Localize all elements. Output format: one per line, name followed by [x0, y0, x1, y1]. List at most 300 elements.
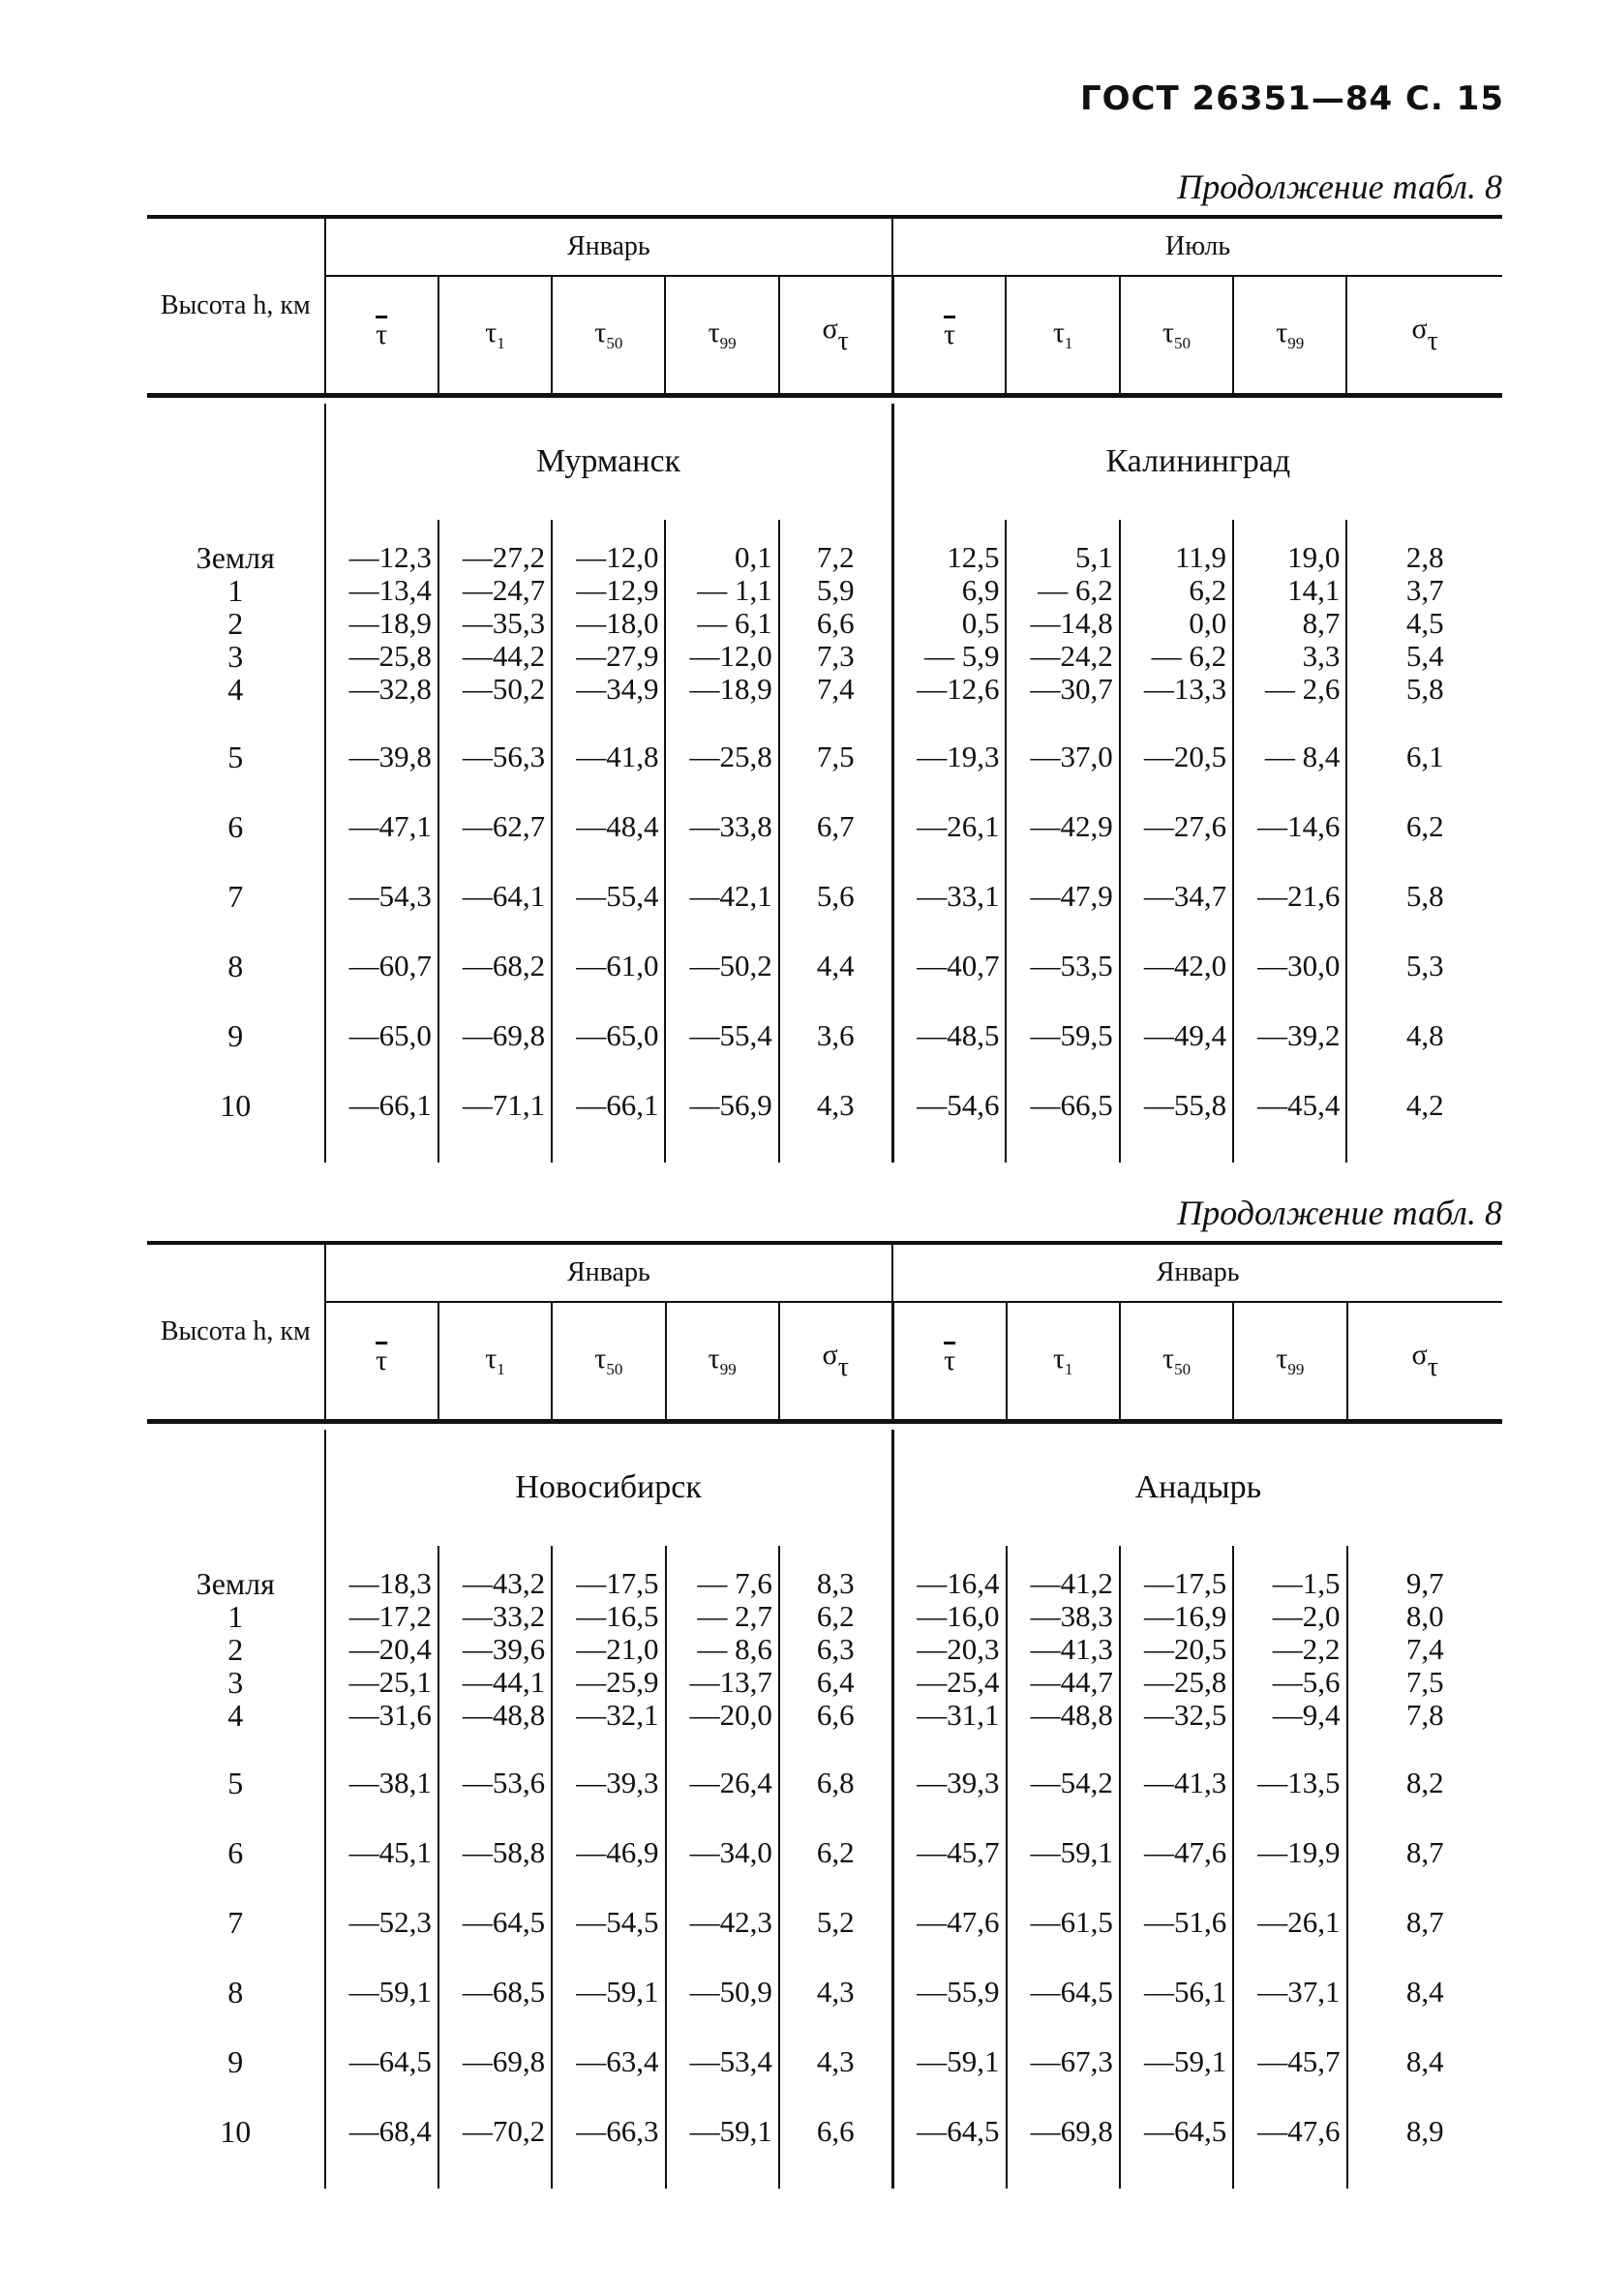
cell-right-2: —59,1	[1120, 2010, 1233, 2080]
cell-left-0: —39,8	[325, 706, 438, 775]
cell-right-2: —17,5	[1120, 1546, 1233, 1600]
height-label: 1	[227, 573, 244, 608]
cell-right-0: 0,5	[892, 607, 1006, 640]
cell-left-4: 5,2	[779, 1871, 892, 1941]
cell-right-0: —40,7	[892, 915, 1006, 984]
cell-right-2: —16,9	[1120, 1600, 1233, 1633]
cell-left-4: 3,6	[779, 984, 892, 1054]
cell-right-1: —59,5	[1006, 984, 1119, 1054]
cell-left-2: —65,0	[552, 984, 665, 1054]
cell-right-3: —2,2	[1233, 1633, 1346, 1666]
tau-99-header: τ	[708, 1343, 720, 1375]
cell-left-2: —54,5	[552, 1871, 665, 1941]
cell-right-3: — 8,4	[1233, 706, 1346, 775]
cell-left-1: —43,2	[438, 1546, 552, 1600]
cell-left-4: 4,3	[779, 2010, 892, 2080]
cell-right-4: 5,8	[1346, 845, 1502, 915]
cell-left-3: —26,4	[666, 1732, 779, 1801]
data-table	[147, 215, 1502, 1163]
cell-left-0: —31,6	[325, 1699, 438, 1732]
cell-left-2: —18,0	[552, 607, 665, 640]
height-label: 3	[227, 639, 244, 674]
cell-left-3: —13,7	[666, 1666, 779, 1699]
table-row	[147, 1666, 1502, 1699]
cell-right-2: —64,5	[1120, 2080, 1233, 2150]
cell-left-2: —32,1	[552, 1699, 665, 1732]
cell-left-4: 4,4	[779, 915, 892, 984]
month-right-header: Июль	[892, 217, 1502, 276]
cell-left-3: — 6,1	[665, 607, 778, 640]
cell-right-1: —66,5	[1006, 1054, 1119, 1124]
cell-left-3: —53,4	[666, 2010, 779, 2080]
cell-left-2: —66,1	[552, 1054, 665, 1124]
cell-right-4: 6,2	[1346, 775, 1502, 845]
sigma-header: σ	[1411, 1339, 1428, 1371]
cell-left-4: 6,4	[779, 1666, 892, 1699]
tau-mean-header: $\overline{\tau}$	[944, 1344, 956, 1376]
tau-99-header: τ	[1276, 1343, 1288, 1375]
month-right-header: Январь	[892, 1243, 1502, 1302]
cell-right-0: 12,5	[892, 520, 1006, 574]
cell-left-3: — 8,6	[666, 1633, 779, 1666]
cell-left-1: —58,8	[438, 1801, 552, 1871]
cell-left-2: —61,0	[552, 915, 665, 984]
cell-left-1: —64,5	[438, 1871, 552, 1941]
cell-left-3: —56,9	[665, 1054, 778, 1124]
tau-50-header: τ	[1162, 1343, 1175, 1375]
cell-right-1: —30,7	[1006, 673, 1119, 706]
cell-right-4: 5,3	[1346, 915, 1502, 984]
cell-left-0: —13,4	[325, 574, 438, 607]
cell-left-0: —68,4	[325, 2080, 438, 2150]
cell-left-3: —12,0	[665, 640, 778, 673]
cell-left-1: —35,3	[438, 607, 552, 640]
cell-left-3: — 2,7	[666, 1600, 779, 1633]
cell-left-2: —12,9	[552, 574, 665, 607]
tau-1-sub: 1	[497, 334, 505, 352]
cell-left-3: — 7,6	[666, 1546, 779, 1600]
cell-right-0: —16,0	[892, 1600, 1006, 1633]
cell-right-4: 8,4	[1347, 2010, 1502, 2080]
tau-50-header: τ	[594, 1343, 607, 1375]
cell-left-3: —25,8	[665, 706, 778, 775]
cell-right-2: 6,2	[1120, 574, 1233, 607]
tau-99-sub: 99	[719, 334, 737, 352]
cell-right-3: —2,0	[1233, 1600, 1346, 1633]
city-right-label: Анадырь	[892, 1430, 1502, 1546]
cell-left-2: —21,0	[552, 1633, 665, 1666]
cell-left-4: 5,6	[779, 845, 892, 915]
cell-left-1: —69,8	[438, 984, 552, 1054]
cell-left-4: 8,3	[779, 1546, 892, 1600]
cell-right-2: —51,6	[1120, 1871, 1233, 1941]
cell-right-0: —20,3	[892, 1633, 1006, 1666]
cell-right-4: 5,4	[1346, 640, 1502, 673]
table-row	[147, 1600, 1502, 1633]
cell-right-4: 8,0	[1347, 1600, 1502, 1633]
cell-left-4: 6,8	[779, 1732, 892, 1801]
tau-50-sub: 50	[606, 334, 623, 352]
cell-right-3: —21,6	[1233, 845, 1346, 915]
cell-right-4: 3,7	[1346, 574, 1502, 607]
cell-right-0: —16,4	[892, 1546, 1006, 1600]
cell-left-0: —25,1	[325, 1666, 438, 1699]
cell-right-3: —14,6	[1233, 775, 1346, 845]
cell-left-0: —18,9	[325, 607, 438, 640]
cell-right-3: —13,5	[1233, 1732, 1346, 1801]
cell-right-2: 11,9	[1120, 520, 1233, 574]
cell-right-3: —39,2	[1233, 984, 1346, 1054]
cell-left-4: 7,5	[779, 706, 892, 775]
table-caption: Продолжение табл. 8	[1177, 167, 1502, 206]
cell-right-2: —47,6	[1120, 1801, 1233, 1871]
cell-right-4: 8,7	[1347, 1801, 1502, 1871]
cell-left-1: —48,8	[438, 1699, 552, 1732]
cell-left-2: —12,0	[552, 520, 665, 574]
cell-left-1: —53,6	[438, 1732, 552, 1801]
cell-right-0: —19,3	[892, 706, 1006, 775]
table-row	[147, 574, 1502, 607]
cell-right-0: —39,3	[892, 1732, 1006, 1801]
height-label: 9	[227, 1018, 244, 1053]
cell-right-2: —32,5	[1120, 1699, 1233, 1732]
tau-50-sub: 50	[1174, 1360, 1192, 1378]
table-row	[147, 1941, 1502, 2010]
cell-left-4: 6,6	[779, 607, 892, 640]
height-label: 4	[227, 1698, 244, 1733]
cell-right-1: —14,8	[1006, 607, 1119, 640]
table-row	[147, 775, 1502, 845]
cell-right-1: —67,3	[1007, 2010, 1120, 2080]
sigma-header: σ	[822, 1339, 838, 1371]
cell-left-4: 5,9	[779, 574, 892, 607]
height-label: 6	[227, 809, 244, 844]
cell-left-4: 6,6	[779, 1699, 892, 1732]
tau-99-sub: 99	[719, 1360, 737, 1378]
cell-right-0: —59,1	[892, 2010, 1006, 2080]
cell-left-2: —34,9	[552, 673, 665, 706]
table-row	[147, 640, 1502, 673]
cell-right-0: —26,1	[892, 775, 1006, 845]
cell-right-4: 4,2	[1346, 1054, 1502, 1124]
cell-left-1: —69,8	[438, 2010, 552, 2080]
cell-right-4: 8,7	[1347, 1871, 1502, 1941]
cell-left-1: —62,7	[438, 775, 552, 845]
cell-left-0: —45,1	[325, 1801, 438, 1871]
height-label: 2	[227, 606, 244, 641]
tau-50-header: τ	[1162, 317, 1174, 348]
table-row	[147, 1732, 1502, 1801]
cell-right-4: 7,8	[1347, 1699, 1502, 1732]
cell-right-1: —47,9	[1006, 845, 1119, 915]
tau-99-header: τ	[708, 317, 720, 348]
height-column-header: Высота h, км	[147, 1243, 325, 1421]
cell-right-1: —54,2	[1007, 1732, 1120, 1801]
table-row	[147, 1871, 1502, 1941]
cell-right-4: 4,5	[1346, 607, 1502, 640]
cell-left-4: 7,4	[779, 673, 892, 706]
cell-left-2: —27,9	[552, 640, 665, 673]
height-label: 10	[220, 1088, 252, 1123]
cell-right-2: —34,7	[1120, 845, 1233, 915]
table-row	[147, 845, 1502, 915]
cell-right-3: 8,7	[1233, 607, 1346, 640]
height-label: 7	[227, 1905, 244, 1940]
table-row	[147, 2010, 1502, 2080]
city-left-label: Новосибирск	[325, 1430, 893, 1546]
cell-left-3: — 1,1	[665, 574, 778, 607]
table-row	[147, 1054, 1502, 1124]
cell-right-2: —20,5	[1120, 706, 1233, 775]
cell-right-4: 7,5	[1347, 1666, 1502, 1699]
cell-left-1: —64,1	[438, 845, 552, 915]
table-row	[147, 673, 1502, 706]
cell-left-1: —39,6	[438, 1633, 552, 1666]
cell-left-1: —44,2	[438, 640, 552, 673]
table-row	[147, 1633, 1502, 1666]
cell-right-3: 3,3	[1233, 640, 1346, 673]
cell-left-2: —39,3	[552, 1732, 665, 1801]
table-row	[147, 1546, 1502, 1600]
table-row	[147, 1699, 1502, 1732]
cell-right-1: 5,1	[1006, 520, 1119, 574]
cell-right-3: —26,1	[1233, 1871, 1346, 1941]
cell-right-0: —45,7	[892, 1801, 1006, 1871]
cell-left-3: —34,0	[666, 1801, 779, 1871]
height-label: 5	[227, 1766, 244, 1800]
cell-left-2: —46,9	[552, 1801, 665, 1871]
cell-right-3: —9,4	[1233, 1699, 1346, 1732]
height-column-header: Высота h, км	[147, 217, 325, 395]
tau-1-header: τ	[485, 317, 498, 348]
cell-left-1: —27,2	[438, 520, 552, 574]
city-left-label: Мурманск	[325, 404, 893, 520]
table-row	[147, 1801, 1502, 1871]
cell-left-4: 7,3	[779, 640, 892, 673]
cell-right-0: —54,6	[892, 1054, 1006, 1124]
cell-right-2: —25,8	[1120, 1666, 1233, 1699]
cell-right-3: 19,0	[1233, 520, 1346, 574]
cell-left-0: —20,4	[325, 1633, 438, 1666]
cell-left-0: —54,3	[325, 845, 438, 915]
cell-left-2: —55,4	[552, 845, 665, 915]
cell-right-1: —59,1	[1007, 1801, 1120, 1871]
cell-left-3: —55,4	[665, 984, 778, 1054]
cell-right-1: —44,7	[1007, 1666, 1120, 1699]
cell-right-2: 0,0	[1120, 607, 1233, 640]
tau-99-sub: 99	[1287, 334, 1305, 352]
cell-left-0: —38,1	[325, 1732, 438, 1801]
cell-right-4: 9,7	[1347, 1546, 1502, 1600]
cell-right-3: —1,5	[1233, 1546, 1346, 1600]
month-left-header: Январь	[325, 217, 893, 276]
cell-right-0: —55,9	[892, 1941, 1006, 2010]
cell-right-0: —25,4	[892, 1666, 1006, 1699]
cell-left-4: 6,7	[779, 775, 892, 845]
cell-right-0: 6,9	[892, 574, 1006, 607]
table-row	[147, 984, 1502, 1054]
cell-right-1: —64,5	[1007, 1941, 1120, 2010]
month-left-header: Январь	[325, 1243, 893, 1302]
cell-right-2: —49,4	[1120, 984, 1233, 1054]
sigma-header: σ	[1411, 313, 1428, 345]
cell-right-0: —48,5	[892, 984, 1006, 1054]
tau-mean-header: $\overline{\tau}$	[376, 1344, 388, 1376]
cell-right-0: —64,5	[892, 2080, 1006, 2150]
cell-left-0: —32,8	[325, 673, 438, 706]
height-label: 3	[227, 1665, 244, 1700]
cell-right-3: —30,0	[1233, 915, 1346, 984]
cell-right-2: — 6,2	[1120, 640, 1233, 673]
cell-left-0: —52,3	[325, 1871, 438, 1941]
cell-right-4: 6,1	[1346, 706, 1502, 775]
cell-left-1: —24,7	[438, 574, 552, 607]
cell-right-4: 8,9	[1347, 2080, 1502, 2150]
height-label: Земля	[196, 1566, 275, 1601]
cell-right-4: 8,2	[1347, 1732, 1502, 1801]
sigma-header: σ	[822, 313, 838, 345]
cell-right-0: —47,6	[892, 1871, 1006, 1941]
page-header: ГОСТ 26351—84 С. 15	[1079, 79, 1504, 118]
cell-right-1: —42,9	[1006, 775, 1119, 845]
sigma-sub: τ	[837, 1352, 849, 1382]
cell-left-0: —66,1	[325, 1054, 438, 1124]
cell-left-3: —50,2	[665, 915, 778, 984]
cell-left-3: —18,9	[665, 673, 778, 706]
cell-right-1: —69,8	[1007, 2080, 1120, 2150]
cell-left-0: —59,1	[325, 1941, 438, 2010]
tau-mean-header: $\overline{\tau}$	[944, 318, 956, 350]
height-label: 8	[227, 1975, 244, 2009]
cell-right-2: —56,1	[1120, 1941, 1233, 2010]
cell-left-0: —12,3	[325, 520, 438, 574]
cell-left-0: —18,3	[325, 1546, 438, 1600]
data-table	[147, 1241, 1502, 2189]
height-label: 1	[227, 1599, 244, 1634]
cell-right-2: —41,3	[1120, 1732, 1233, 1801]
sigma-sub: τ	[1427, 1352, 1438, 1382]
cell-left-2: —59,1	[552, 1941, 665, 2010]
cell-right-1: —24,2	[1006, 640, 1119, 673]
tau-1-header: τ	[1052, 1343, 1065, 1375]
cell-left-2: —48,4	[552, 775, 665, 845]
height-label: 5	[227, 740, 244, 774]
cell-right-4: 2,8	[1346, 520, 1502, 574]
cell-right-4: 8,4	[1347, 1941, 1502, 2010]
cell-left-3: —33,8	[665, 775, 778, 845]
cell-right-3: —37,1	[1233, 1941, 1346, 2010]
cell-left-1: —56,3	[438, 706, 552, 775]
cell-right-3: —5,6	[1233, 1666, 1346, 1699]
cell-right-0: — 5,9	[892, 640, 1006, 673]
cell-left-4: 6,2	[779, 1600, 892, 1633]
tau-1-sub: 1	[497, 1360, 505, 1378]
height-label: 7	[227, 879, 244, 914]
cell-right-4: 7,4	[1347, 1633, 1502, 1666]
tau-mean-header: $\overline{\tau}$	[376, 318, 388, 350]
cell-left-3: —42,1	[665, 845, 778, 915]
tau-1-header: τ	[485, 1343, 498, 1375]
height-label: 6	[227, 1835, 244, 1870]
tau-1-sub: 1	[1064, 334, 1073, 352]
tau-50-sub: 50	[606, 1360, 623, 1378]
cell-left-0: —64,5	[325, 2010, 438, 2080]
cell-left-3: —20,0	[666, 1699, 779, 1732]
tau-50-sub: 50	[1173, 334, 1191, 352]
sigma-sub: τ	[1427, 326, 1438, 356]
cell-right-3: —45,4	[1233, 1054, 1346, 1124]
cell-left-0: —47,1	[325, 775, 438, 845]
cell-left-0: —60,7	[325, 915, 438, 984]
height-label: 2	[227, 1632, 244, 1667]
cell-right-4: 5,8	[1346, 673, 1502, 706]
cell-left-3: 0,1	[665, 520, 778, 574]
cell-left-2: —25,9	[552, 1666, 665, 1699]
height-label: 9	[227, 2044, 244, 2079]
cell-left-4: 6,6	[779, 2080, 892, 2150]
cell-right-2: —20,5	[1120, 1633, 1233, 1666]
table-caption: Продолжение табл. 8	[1177, 1193, 1502, 1232]
cell-left-1: —44,1	[438, 1666, 552, 1699]
cell-right-2: —42,0	[1120, 915, 1233, 984]
cell-right-3: —19,9	[1233, 1801, 1346, 1871]
tau-99-sub: 99	[1287, 1360, 1305, 1378]
table-row	[147, 2080, 1502, 2150]
tau-1-sub: 1	[1064, 1360, 1073, 1378]
cell-right-1: —38,3	[1007, 1600, 1120, 1633]
cell-left-2: —17,5	[552, 1546, 665, 1600]
cell-right-1: — 6,2	[1006, 574, 1119, 607]
cell-left-1: —68,5	[438, 1941, 552, 2010]
cell-left-1: —70,2	[438, 2080, 552, 2150]
cell-left-3: —50,9	[666, 1941, 779, 2010]
height-label: 4	[227, 672, 244, 707]
cell-left-3: —42,3	[666, 1871, 779, 1941]
cell-left-0: —65,0	[325, 984, 438, 1054]
cell-right-3: — 2,6	[1233, 673, 1346, 706]
cell-right-0: —31,1	[892, 1699, 1006, 1732]
cell-right-2: —13,3	[1120, 673, 1233, 706]
cell-left-2: —16,5	[552, 1600, 665, 1633]
cell-left-2: —41,8	[552, 706, 665, 775]
cell-left-0: —17,2	[325, 1600, 438, 1633]
cell-right-0: —12,6	[892, 673, 1006, 706]
cell-right-1: —41,2	[1007, 1546, 1120, 1600]
cell-right-3: —47,6	[1233, 2080, 1346, 2150]
cell-left-4: 6,2	[779, 1801, 892, 1871]
height-label: 10	[220, 2114, 252, 2149]
cell-left-2: —66,3	[552, 2080, 665, 2150]
cell-right-1: —48,8	[1007, 1699, 1120, 1732]
table-row	[147, 915, 1502, 984]
height-label: 8	[227, 949, 244, 983]
table-row	[147, 706, 1502, 775]
height-label: Земля	[196, 540, 275, 575]
sigma-sub: τ	[837, 326, 849, 356]
cell-right-3: —45,7	[1233, 2010, 1346, 2080]
cell-right-1: —61,5	[1007, 1871, 1120, 1941]
tau-1-header: τ	[1052, 317, 1065, 348]
cell-left-4: 7,2	[779, 520, 892, 574]
cell-left-1: —33,2	[438, 1600, 552, 1633]
cell-right-1: —53,5	[1006, 915, 1119, 984]
cell-right-3: 14,1	[1233, 574, 1346, 607]
cell-left-1: —50,2	[438, 673, 552, 706]
cell-right-0: —33,1	[892, 845, 1006, 915]
table-row	[147, 607, 1502, 640]
cell-left-1: —68,2	[438, 915, 552, 984]
tau-99-header: τ	[1276, 317, 1288, 348]
